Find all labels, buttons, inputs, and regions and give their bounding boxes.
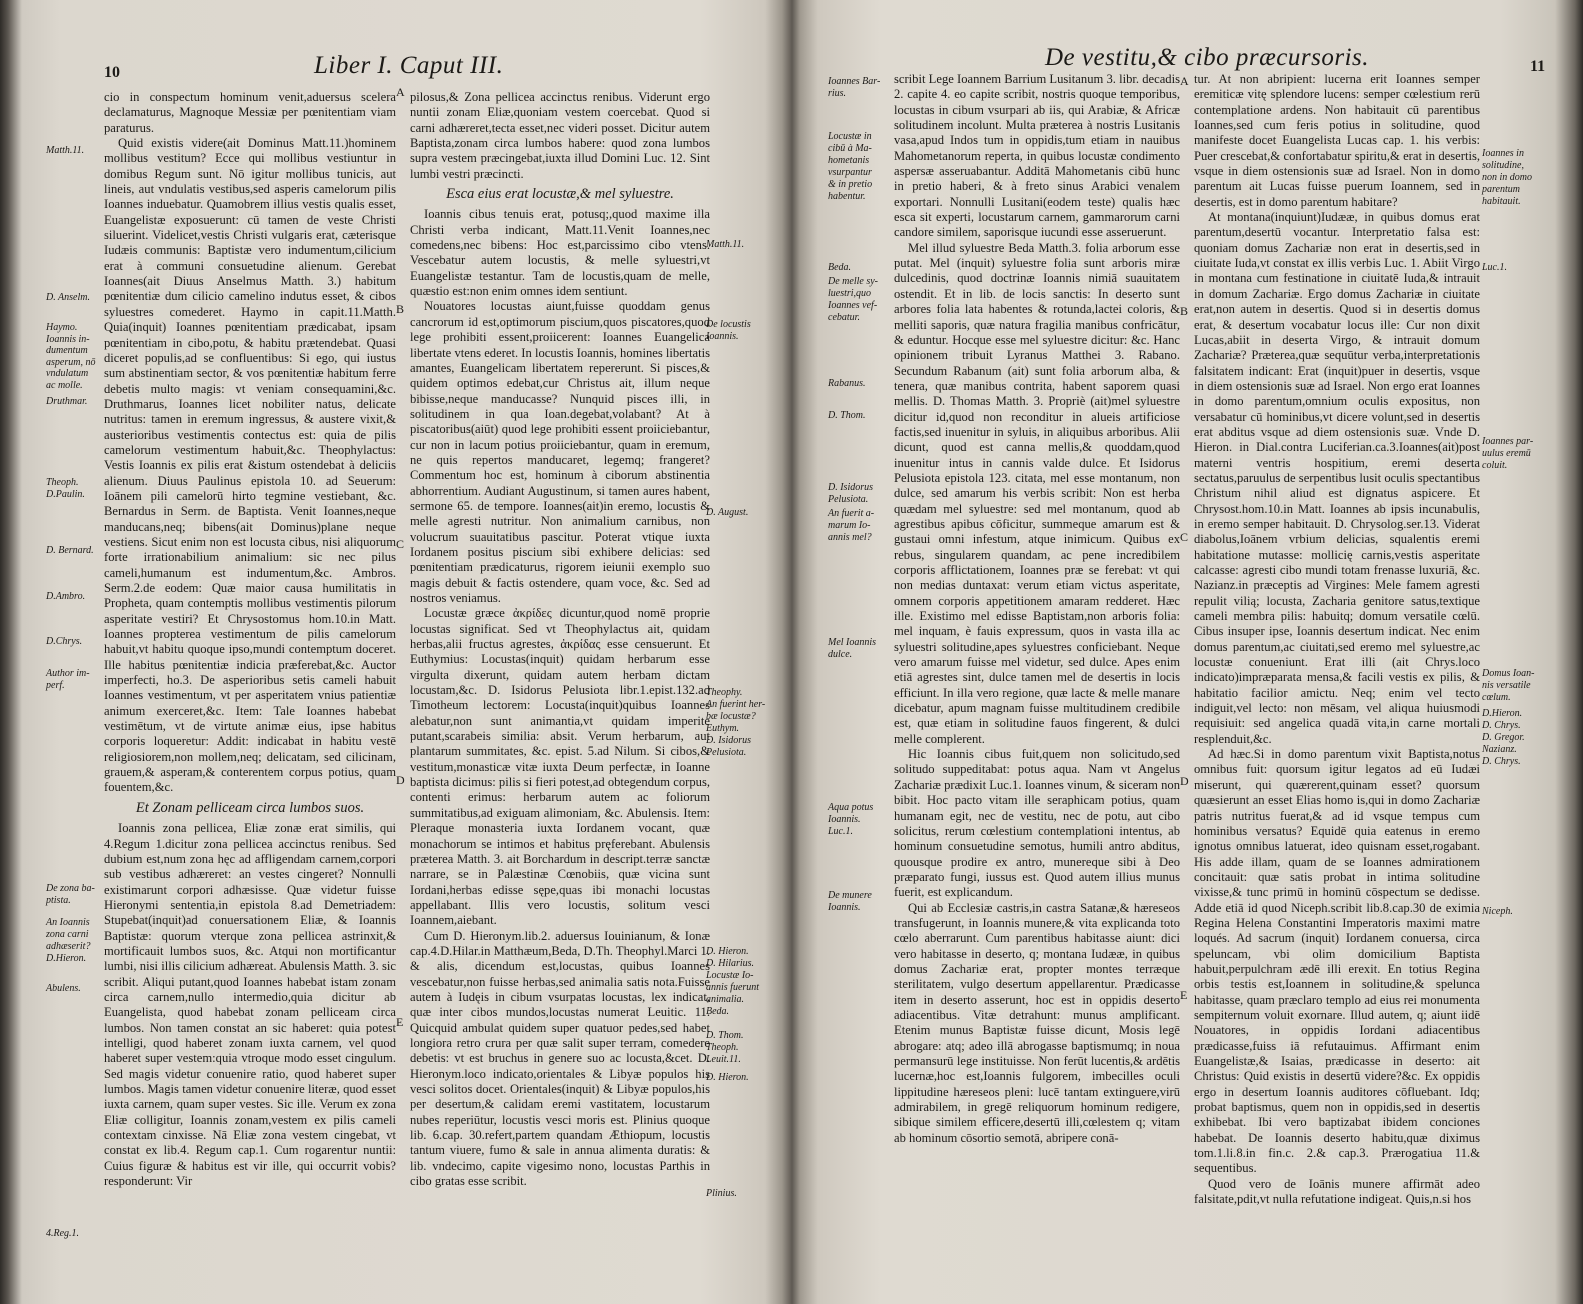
margin-note: D. Bernard. — [46, 545, 94, 556]
margin-note: Aqua potus — [828, 802, 874, 813]
section-letter: E — [396, 1015, 404, 1029]
margin-note: Rabanus. — [828, 378, 866, 389]
margin-note: Theoph. — [706, 1042, 739, 1053]
section-letter: A — [396, 85, 405, 99]
margin-note: vsurpantur — [828, 167, 872, 178]
paragraph: Ioannis cibus tenuis erat, potusq;,quod maxime illa Christi verba indicant, Matt.11.Venit Ioannes,nec comedens,nec bibens: Hoc est,parcissimo cibo vtens. Vescebatur autem locustis, & melle syluestri,vt Euangelistæ testantur. Tam de locustis,quam de melle, quæstio est:non enim omnes idem sentiunt. — [410, 207, 710, 299]
margin-note: De melle sy- — [828, 276, 878, 287]
margin-note: Beda. — [706, 1006, 730, 1017]
margin-note: parentum — [1482, 184, 1520, 195]
column-right-b — [1194, 72, 1480, 1262]
margin-note: Pelusiota. — [706, 747, 747, 758]
margin-note: Matth.11. — [46, 145, 85, 156]
margin-note: Theophy. — [706, 687, 743, 698]
paragraph: tur. At non abripient: lucerna erit Ioannes semper eremiticæ vitę splendore lucens: semper cœlestium rerū contemplatione ardens. Non habitauit cū parentibus Ioannes,sed cum feris potius in solitudine, quod manifeste docet Euangelista Lucas cap. 1. his verbis: Puer crescebat,& confortabatur spiritu,& erat in desertis, vsque in diem ostensionis suæ ad Israel. Non in domo parentum ait Lucas fuisse puerum Ioannem, sed in desertis, est in domo parentum habitare? — [1194, 72, 1480, 209]
margin-notes-left-inner — [706, 0, 784, 1304]
margin-note: Theoph. — [46, 477, 79, 488]
margin-notes-left-outer — [46, 0, 106, 1304]
margin-note: solitudine, — [1482, 160, 1524, 171]
margin-note: rius. — [828, 88, 847, 99]
margin-note: animalia. — [706, 994, 745, 1005]
margin-note: vndulatum — [46, 368, 89, 379]
paragraph: Ioannis zona pellicea, Eliæ zonæ erat similis, qui 4.Regum 1.dicitur zona pellicea accinctus renibus. Sed dubium est,num zona hęc ad affligendam carnem,corpori sub vestibus adhæreret: an vestes cingeret? Nonnulli existimarunt corpori adhæsisse. Quæ videtur fuisse Hieronymi sententia,in epistola 8.ad Demetriadem: Stupebat(inquit)ad conuersationem Eliæ, & Ioannis Baptistæ: quorum vterque zona pellicea astrinxit,& mortificauit lumbos suos, &c. Atqui non mortificantur lumbi, nisi illis cilicium adhæreat. Abulensis Matth. 3. sic scribit. Aliqui putant,quod Ioannes habebat istam zonam circa carnem,nullo intermedio,quia dicitur ab Euangelista, quod habebat zonam pelliceam circa lumbos. Non tamen constat an sic haberet: quia potest intelligi, quod haberet zonam iuxta carnem, vel quod haberet super vestem:quia vtroque modo esset cingulum. Sed magis videtur conuenire ratio, quod haberet super lumbos. Magis tamen videtur conuenire literæ, quod esset iuxta carnem, quam super vestes. Sic ille. Verum ex zona Eliæ colligitur, Ioannis zonam,vestem ex pilis cameli contextam cinxisse. Nā Eliæ zona vestem cingebat, vt constat ex lib.4. Regum cap.1. Cum rogarentur nuntii: Cuius figuræ & habitus est vir ille, qui occurrit vobis? responderunt: Vir — [104, 821, 396, 1189]
paragraph: Quod vero de Ioānis munere affirmāt adeo falsitate,pdit,vt nulla refutatione indigeat. Quis,n.si hos — [1194, 1176, 1480, 1207]
paragraph: Quid existis videre(ait Dominus Matt.11.)hominem mollibus vestitum? Ecce qui mollibus vestiuntur in domibus Regum sunt. Nō igitur mollibus tunicis, aut lineis, aut vndulatis vestibus,sed asperis camelorum pilis Ioannes induebatur. Quamobrem illius vestis qualis esset, Euangelistæ exposuerunt: cū tamen de veste Christi siluerint. Videlicet,vestis Christi vulgaris erat, cæterisque Iudæis communis: Baptistæ vero indumentum,cilicium erat à communi consuetudine alienum. Gerebat Ioannes(ait Diuus Anselmus Matth. 3.) habitum pœnitentiæ dum cilicio camelino indutus esset, & cibos syluestres comederet. Haymo in capit.11.Matth. Quia(inquit) Ioannes pœnitentiam prædicabat, ipsam pœnitentiam in cibo,potu, & habitu prætendebat. Quasi diceret populis,ad se confluentibus: Si ego, qui iustus sum abstinentiam sector, & vos pœnitentiæ habitum ferre debetis multo magis: vt veniam consequamini,&c. Druthmarus, Ioannes licet nobiliter natus, delicate nutritus: tamen in eremum ingressus, & austere vixit,& austerioribus vestimentis contectus est: quia de pilis camelorum vestimentum habuit,&c. Theophylactus: Vestis Ioannis ex pilis erat &istum ostendebat à deliciis alienum. Diuus Paulinus epistola 10. ad Seuerum: Ioānem pili camelorū hirto tegmine vestiebant, &c. Bernardus in Serm. de Baptista. Venit Ioannes,neque manducans,neq; bibens(ait Dominus)plane neque vestiens. Sicut enim non est locusta cibus, nisi aliquorum forte irrationabilium animalium: sic nec pilus cameli,humanum est indumentum,&c. Ambros. Serm.2.de eodem: Quæ maior causa humilitatis in Propheta, quam contemptis mollibus vestimentis pilorum asperitate vestiri? Et Chrysostomus hom.10.in Matt. Ioannes propterea vestimentum de pilis camelorum habuit,vt habitu quoque ipso,mundi contemptum doceret. Ille habitus pœnitentiæ indicia præferebat,&c. Auctor imperfecti, ho.3. De asperioribus setis cameli habuit Ioannes vestimentum, vt per asperitatem vnius patientiæ animum exerceret,&c. Item: Tale Ioannes habebat vestimētum, vt de virtute animæ eius, ipse habitus corporis loqueretur: Addit: indicabat in habitu vestē religiosiorem,non mollem,neq; delicatam, sed cilicinam, grauem,& asperam,& conterentem corpus potius, quam fouentem,&c. — [104, 136, 396, 795]
margin-note: coluit. — [1482, 460, 1508, 471]
paragraph: Ad hæc.Si in domo parentum vixit Baptista,notus omnibus fuit: quorsum igitur legatos ad eū Iudæi miserunt, qui quærerent,quinam esset? quorsum quæsierunt an esset Elias homo is,qui in domo Zachariæ patris nutritus fuerat,& ad id vsque tempus cum hominibus versatus? Equidē quia eatenus in eremo ignotus omnibus latuerat, ideo quisnam esset,rogabant. His adde illam, quam de se Ioannes admirationem concitauit: quæ satis probat in intima solitudine vixisse,& tunc primū in hominū cōspectum se dedisse. Adde etiā id quod Niceph.scribit lib.8.cap.30 de eximia Regina Helena Constantini Imperatoris maximi matre loqués. Ad sacrum (inquit) Iordanem conuersa, circa speluncam, vbi olim domicilium Baptista habuit,perpulchram ædē illi erexit. En totius Regina orbis testis est,Ioannem in solitudine,& spelunca habitasse, quam præclaro templo ad eius rei monumenta sempiternum voluit exornare. Illud autem, q; aiunt iidē Nouatores, in oppidis Iordani adiacentibus prædicasse,fuiss iā refutauimus. Affirmant enim Euangelistæ,& Isaias, prædicasse in deserto: ait Christus: Quid existis in desertū videre?&c. Ex oppidis ergo in desertum Ioannis auditores cōfluebant. Idq; probat baptismus, quem non in oppidis,sed in desertis exhibebat. Ibi vero baptizabat ibidem conciones habebat. De Ioannis deserto habitu,quæ diximus tom.1.li.8.in fin.c. 2.& cap.3. Prærogatiua 11.& sequentibus. — [1194, 747, 1480, 1176]
margin-note: habitauit. — [1482, 196, 1521, 207]
section-heading: Et Zonam pelliceam circa lumbos suos. — [135, 799, 365, 816]
margin-note: Haymo. — [46, 322, 78, 333]
margin-note: D. Isidorus — [706, 735, 752, 746]
margin-notes-right-outer — [1482, 0, 1562, 1304]
margin-note: ptista. — [46, 895, 71, 906]
paragraph: Cum D. Hieronym.lib.2. aduersus Iouinianum, & Ionæ cap.4.D.Hilar.in Matthæum,Beda, D.Th. Theophyl.Marci 1. & alis, dicendum est,locustas, quibus Ioannes vescebatur,non fuisse herbas,sed animalia satis nota.Fuisse autem à Iudęis in cibum vsurpatas locustas, lex indicat, quæ inter cibos mundos,locustas numerat Leuitic. 11. Quicquid ambulat quidem super quatuor pedes,sed habet longiora retro crura per quæ salit super terram, comedere debetis: vt est bruchus in genere suo ac locusta,&cet. D. Hieronym.loco indicato,orientales & Libyæ populos his vesci solitos docet. Orientales(inquit) & Libyæ populos,his per desertum,& calidam eremi vastitatem, locustarum nubes reperiūtur, locustis vesci moris est. Plinius quoque lib. 6.cap. 30.refert,partem quandam Æthiopum, locustis tantum viuere, fumo & sale in annua alimenta duratis: & lib. vndecimo, capite vigesimo nono, locustas Parthis in cibo gratas esse scribit. — [410, 928, 710, 1189]
margin-note: & in pretio — [828, 179, 873, 190]
left-page — [18, 0, 790, 1304]
margin-note: Author im- — [46, 668, 90, 679]
margin-note: habentur. — [828, 191, 866, 202]
margin-note: D. Isidorus — [828, 482, 874, 493]
margin-note: annis mel? — [828, 532, 872, 543]
margin-note: ac molle. — [46, 380, 83, 391]
margin-note: cœlum. — [1482, 692, 1511, 703]
margin-note: An fuerint her- — [706, 699, 766, 710]
margin-note: An fuerit a- — [828, 508, 875, 519]
margin-note: Nazianz. — [1482, 744, 1517, 755]
paragraph: Qui ab Ecclesiæ castris,in castra Satanæ,& hæreseos transfugerunt, in Ioannis munere,& vita explicanda toto cœlo aberrarunt. Cum parentibus habitasse aiunt: dici vero habitasse in deserto, q; montana Iudææ, in quibus domus Zachariæ erat, propter montes terræque sterilitatem, vulgo desertum appellarentur. Prædicasse item in deserto asserunt, hoc est in oppidis deserto adiacentibus. Vitæ detrahunt: munus amplificant. Etenim munus Baptistæ fuisse dicunt, Mosis legē abrogare: atq; adeo illā abrogasse baptismumq; in noua permansurū lege instituisse. Non ferūt lucentis,& ardētis lucernæ,hoc est,Ioannis fulgorem, imbecilles oculi lippitudine hæreseos pleni: lucē tantam extinguere,virū admirabilem, in gregē reliquorum hominum redigere, sibique similem efficere,desertū illi,cœlestem q; vitam ab hominum cōsortio semotā, abripere conā- — [894, 900, 1180, 1145]
paragraph: Nouatores locustas aiunt,fuisse quoddam genus cancrorum id est,optimorum piscium,quos piscatores,quod lege prohibiti essent,proiicerent: Ioannes Euangelica libertate vtens ederet. In locustis Ioannis, homines libertatis amantes, Euangelicam libertatem repererunt. Si pisces,& quidem optimos edebat,cur Christus ait, illum neque bibisse,neque manducasse? Nunquid pisces illi, in solitudinem in qua Ioan.degebat,volabant? At à piscatoribus(aiūt) quod lege prohibiti essent proiiciebantur, cur non in lacum potius proiiciebantur, quam in eremum, ne quis repertos manducaret, legemq; frangeret? Commentum hoc est, hominum à ciborum abstinentia abhorrentium. Audiant Augustinum, si tamen aures habent, sermone 65. de tempore. Ioannes(ait)in eremo, locustis & melle agresti nutritur. Non animalium carnibus, non volucrum suauitatibus pascitur. Poterat vtique iuxta Iordanem positus piscium sibi exhibere delicias: sed pœnitentiam prædicaturus, rigorem ieiunii exemplo suo magis debuit & factis ostendere, quam voce, &c. Sed ad nostros veniamus. — [410, 299, 710, 605]
margin-note: De munere — [828, 890, 872, 901]
margin-note: D.Hieron. — [46, 953, 87, 964]
margin-note: adhæserit? — [46, 941, 91, 952]
paragraph: cio in conspectum hominum venit,aduersus scelera declamaturus, Magnoque Messiæ per pœnitentiam viam paraturus. — [104, 90, 396, 135]
margin-note: marum Io- — [828, 520, 871, 531]
section-letter: C — [1180, 530, 1189, 544]
margin-note: zona carni — [46, 929, 89, 940]
margin-note: dumentum — [46, 345, 88, 356]
running-head-left: Liber I. Caput III. — [314, 52, 504, 79]
margin-note: hometanis — [828, 155, 870, 166]
margin-note: D. Hieron. — [706, 1072, 749, 1083]
margin-note: Beda. — [828, 262, 852, 273]
section-letter: D — [1180, 774, 1189, 788]
margin-note: D. Hilarius. — [706, 958, 755, 969]
margin-note: De locustis — [706, 319, 751, 330]
margin-note: cibū à Ma- — [828, 143, 872, 154]
margin-note: annis fuerunt — [706, 982, 760, 993]
margin-note: bæ locustæ? — [706, 711, 756, 722]
margin-note: Luc.1. — [1482, 262, 1507, 273]
margin-note: Ioannis. — [828, 902, 861, 913]
margin-note: D. Hieron. — [706, 946, 749, 957]
margin-note: D. Gregor. — [1482, 732, 1525, 743]
margin-note: Luc.1. — [828, 826, 853, 837]
margin-note: Matth.11. — [706, 239, 745, 250]
paragraph: scribit Lege Ioannem Barrium Lusitanum 3. libr. decadis 2. capite 4. eo capite scribit, nostris quoque temporibus, locustas in cibum vsurpari ab iis, qui Arabiæ, & Africæ solitudinem incolunt. Multa præterea à nostris Lusitanis vasa,apud Indos tum in oppidis,tum etiam in nauibus Mahometanorum reperta, in quibus locustæ condimento aspersæ asseruabantur. Additā Mahometanis cibū hunc in pretio haberi, & à freto sinus Arabici venalem exportari. Nonnulli Lusitani(eodem teste) qualis hæc esca sit experti, locustarum carnem, gammarorum carni candore similem, saporisque iucundi esse asseruerunt. — [894, 72, 1180, 240]
margin-note: Pelusiota. — [828, 494, 869, 505]
margin-note: D.Hieron. — [1482, 708, 1523, 719]
margin-note: nis versatile — [1482, 680, 1531, 691]
section-letter: C — [396, 537, 405, 551]
margin-note: perf. — [46, 680, 65, 691]
margin-notes-right-inner — [828, 0, 892, 1304]
margin-note: dulce. — [828, 649, 853, 660]
margin-note: Plinius. — [706, 1188, 737, 1199]
margin-note: D. Chrys. — [1482, 756, 1521, 767]
margin-note: D. August. — [706, 507, 749, 518]
margin-note: Niceph. — [1482, 906, 1513, 917]
margin-note: Locustæ in — [828, 131, 872, 142]
margin-note: asperum, nō — [46, 357, 96, 368]
margin-note: Ioannis. — [828, 814, 861, 825]
margin-note: non in domo — [1482, 172, 1532, 183]
margin-note: Ioannis in- — [46, 334, 90, 345]
section-letter: A — [1180, 74, 1189, 88]
column-left-a — [104, 90, 396, 1255]
margin-note: D. Anselm. — [46, 292, 90, 303]
paragraph: Hic Ioannis cibus fuit,quem non solicitudo,sed solitudo suppeditabat: potus aqua. Nam vt Angelus Zachariæ prædixit Luc.1. Ioannes vinum, & siceram non bibit. Hoc pacto vitam ille seraphicam potius, quam humanam egit, nec de vestitu, nec de potu, aut cibo solicitus, rerum cœlestium contemplationi intentus, ab hominum consuetudine semotus, humili antro abditus, quousque prodire ex antro, munereque sibi à Deo præparato fungi, iussus est. Quod autem illius munus fuerit, est explicandum. — [894, 747, 1180, 900]
margin-note: D.Paulin. — [46, 489, 85, 500]
section-letter: D — [396, 773, 405, 787]
margin-note: Ioannes in — [1482, 148, 1524, 159]
margin-note: Leuit.11. — [706, 1054, 741, 1065]
folio-left: 10 — [104, 64, 120, 81]
margin-note: De zona ba- — [46, 883, 95, 894]
margin-note: Mel Ioannis — [828, 637, 877, 648]
section-letter: E — [1180, 988, 1188, 1002]
paragraph: Mel illud syluestre Beda Matth.3. folia arborum esse putat. Mel (inquit) syluestre folia sunt arboris miræ dulcedinis, quod doctrinæ Ioannis nimiā suauitatem ostendit. Et in lib. de locis sanctis: In deserto sunt arbores folia lata habentes & rotunda,lactei coloris, & melliti saporis, quæ natura fragilia manibus confricātur, & eduntur. Hocque esse mel syluestre dicitur: &c. Hanc opinionem tribuit Lyranus Matthei 3. Rabano. Secundum Rabanum (ait) sunt folia arborum alba, & tenera, quæ manibus contrita, habent saporem quasi mellis. D. Thomas Matth. 3. Propriè (ait)mel syluestre dicitur id,quod non reconditur in alueis artificiose factis,sed inuenitur in syluis, in aliquibus arboribus. Alii dicunt, quod est canna mellis,& quoddam,quod inuenitur intus in cannis valde dulce. Et Isidorus Pelusiota epistola 123. citata, mel esse montanum, non dulce, sed amarum his verbis scribit: Non est herba quædam mel syluestre: sed mel montanum, quod ab agrestibus apibus cōficitur, summeque amarum est & gustaui omni infestum, atque inimicum. Quibus ex rebus, singularem quandam, ac pene incredibilem corporis afflictationem, Ioannes præ se ferebat: vt qui non medias duntaxat: verum etiam victus asperitate, omnem corporis appetitionem amaram redderet. Hæc ille. Existimo mel edisse Baptistam,non arboris folia: mel inquam, è fauis expressum, quos in vasta illa ac syluestri solitudine,apes syluestres conficiebant. Neque vero amarum fuisse mel videtur, sed dulce. Apes enim etiā agrestes sint, dulce tamen mel de desertis in locis efficiunt. In illa vero regione, quæ lacte & melle manare dicebatur, apum magnam fuisse multitudinem credibile est, quæ etiam in solitudine fauos fingerent, & dulci melle complerent. — [894, 240, 1180, 746]
margin-note: Ioannes Bar- — [828, 76, 881, 87]
margin-note: Domus Ioan- — [1482, 668, 1535, 679]
paragraph: pilosus,& Zona pellicea accinctus renibus. Viderunt ergo nuntii zonam Eliæ,quoniam vestem coercebat. Quod si carni adhæreret,tecta esset,nec videri posset. Dicitur autem Baptista,zonam circa lumbos habere: quod zona lumbos supra vestem præcingebat,iuxta illud Domini Luc. 12. Sint lumbi vestri præcincti. — [410, 90, 710, 181]
margin-note: D.Ambro. — [46, 591, 86, 602]
margin-note: D. Thom. — [706, 1030, 744, 1041]
running-head-right: De vestitu,& cibo præcursoris. — [1045, 44, 1370, 71]
paragraph: At montana(inquiunt)Iudææ, in quibus domus erat parentum,desertū vocantur. Interpretatio falsa est: quoniam domus Zachariæ non erat in desertis,sed in ciuitate Iuda,vt constat ex illis verbis Luc. 1. Abiit Virgo in montana cum festinatione in ciuitatē Iuda,& intrauit in domum Zachariæ. Ergo domus Zachariæ in ciuitate erat,non autem in desertis. Quod si in desertis domus erat, & desertum vocabatur locus ille: Cur non dixit Lucas,abiit in deserta Virgo, & intrauit domum Zachariæ? Præterea,quæ sequūtur verba,interpretationis falsitatem indicant: Erat (inquit)puer in desertis, vsque in diem ostensionis suæ ad Israel. Non ergo erat Ioannes in domo parentum,omnium oculis expositus, non versabatur cū hominibus,vt dicere volunt,sed in desertis erat abditus vsque ad diem ostensionis suæ. Vnde D. Hieron. in Dial.contra Luciferian.ca.3.Ioannes(ait)post materni ventris hospitium, eremi deserta sectatus,paruulus de serpentibus lusit oculis spectantibus Christum nihil aliud est dignatus aspicere. Et Chrysost.hom.10.in Matt. Ioannes ab ipsis incunabulis, in eremo semper habitauit. D. Chrysolog.ser.13. Viderat diabolus,Ioānem vrbium delicias, squalentis eremi habitatione mutasse: mollicię carnis,vestis asperitate calcasse: agresti cibo mundi totam frenasse luxuriā, &c. Nazianz.in præceptis ad Virgines: Mele famem agresti repulit vilią; locusta, Zacharia genitore satus,textique cameli membra pilis: habuitq; domum versatile cœlū. Cibus insuper ipse, Ioannis desertum indicat. Nec enim domus parentum,ac ciuitati,sed eremo mel syluestre,ac locustæ conueniunt. Erat illi (ait Chrys.loco indicato)impræparata mensa,& facili vestis ex pilis, & habitatio facilior amictu. Neq; enim vel tecto indiguit,vel lecto: non mēsam, vel aliqua huiusmodi requisiuit: sed angelica quadā vita,in carne mortali resplenduit,&c. — [1194, 210, 1480, 746]
paragraph: Locustæ græce ἀκρίδες dicuntur,quod nomē proprie locustas significat. Sed vt Theophylactus ait, quidam herbas,alii fructus agrestes, ἀκρίδας esse censuerunt. Et Euthymius: Locustas(inquit) quidam herbarum esse virgulta dixerunt, quidam autem herbam dictam locustam,&c. D. Isidorus Pelusiota libr.1.epist.132.ad Timotheum lectorem: Locusta(inquit)quibus Ioannes alebatur,non sunt animantia,vt quidam imperite putant,scarabeis similia: absit. Verum herbarum, aut plantarum summitates, &c. epist. 5.ad Nilum. Si cibos,& vestitum,monasticæ vitæ iuxta Deum perfectæ, in Ioanne baptista dicimus: pilis si fieri potest,ad obtegendum corpus, contenti erimus: herbarum autem ac foliorum summitatibus,ad exiguam alimoniam, &c. Abulensis. Item: Pleraque monasteria iuxta Iordanem vocant, quæ monachorum se intimos et habitus pręferebant. Abulensis præterea Matth. 3. ait Borchardum in descript.terræ sanctæ narrare, se in Palæstinæ Cœnobiis, quæ vicina sunt Iordani,herbas edisse sępe,quas ibi monachi locustas appellabant. Illis vero locustis, solitum vesci Ioannem,aiebant. — [410, 606, 710, 928]
margin-note: An Ioannis — [46, 917, 90, 928]
margin-note: Ioannis. — [706, 331, 739, 342]
folio-right: 11 — [1530, 58, 1546, 75]
margin-note: Locustæ Io- — [706, 970, 754, 981]
margin-note: luestri,quo — [828, 288, 872, 299]
section-heading: Esca eius erat locustæ,& mel syluestre. — [446, 186, 674, 203]
column-right-a — [894, 72, 1180, 1262]
margin-note: 4.Reg.1. — [46, 1228, 80, 1239]
margin-note: Ioannes vef- — [828, 300, 878, 311]
margin-note: Druthmar. — [46, 396, 88, 407]
margin-note: Ioannes par- — [1482, 436, 1534, 447]
section-letter: B — [1180, 304, 1189, 318]
margin-note: uulus eremū — [1482, 448, 1531, 459]
margin-note: D. Thom. — [828, 410, 866, 421]
margin-note: Euthym. — [706, 723, 740, 734]
margin-note: Abulens. — [46, 983, 81, 994]
margin-note: cebatur. — [828, 312, 860, 323]
right-page — [800, 0, 1570, 1304]
margin-note: D. Chrys. — [1482, 720, 1521, 731]
margin-note: D.Chrys. — [46, 636, 83, 647]
section-letter: B — [396, 302, 405, 316]
column-left-b — [410, 90, 710, 1255]
